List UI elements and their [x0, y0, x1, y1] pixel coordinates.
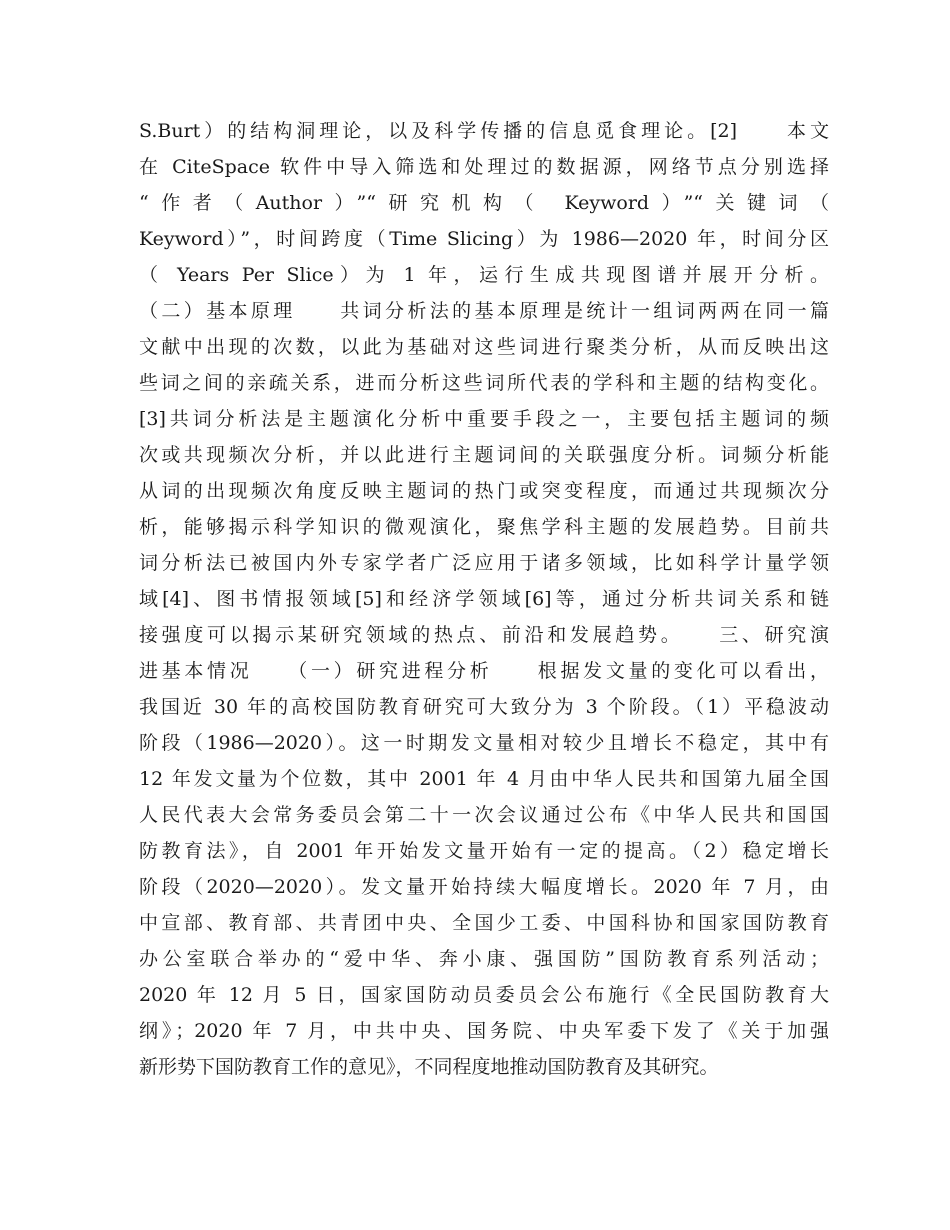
- text-line: 12 年发文量为个位数，其中 2001 年 4 月由中华人民共和国第九届全国: [139, 768, 829, 790]
- text-line: （二）基本原理 共词分析法的基本原理是统计一组词两两在同一篇: [139, 300, 829, 322]
- text-line: 在 CiteSpace 软件中导入筛选和处理过的数据源，网络节点分别选择: [139, 156, 829, 178]
- text-line: 办公室联合举办的“爱中华、奔小康、强国防”国防教育系列活动；: [139, 948, 829, 970]
- text-line: 我国近 30 年的高校国防教育研究可大致分为 3 个阶段。（1）平稳波动: [139, 696, 829, 718]
- text-line: “作者（Author）”“研究机构（ Keyword）”“关键词（: [139, 192, 829, 214]
- text-line: Keyword）”，时间跨度（Time Slicing）为 1986—2020 年，时间分区: [139, 228, 829, 250]
- text-line: 防教育法》，自 2001 年开始发文量开始有一定的提高。（2）稳定增长: [139, 840, 829, 862]
- body-text: [139, 113, 829, 1085]
- text-line: S.Burt）的结构洞理论，以及科学传播的信息觅食理论。[2] 本文: [139, 120, 829, 142]
- text-line: 进基本情况 （一）研究进程分析 根据发文量的变化可以看出，: [139, 660, 829, 682]
- text-line: [3]共词分析法是主题演化分析中重要手段之一，主要包括主题词的频: [139, 408, 829, 430]
- text-line: 人民代表大会常务委员会第二十一次会议通过公布《中华人民共和国国: [139, 804, 829, 826]
- text-line: 些词之间的亲疏关系，进而分析这些词所代表的学科和主题的结构变化。: [139, 372, 829, 394]
- text-line: 新形势下国防教育工作的意见》，不同程度地推动国防教育及其研究。: [139, 1056, 719, 1078]
- text-line: （ Years Per Slice）为 1 年，运行生成共现图谱并展开分析。: [139, 264, 829, 286]
- text-line: 词分析法已被国内外专家学者广泛应用于诸多领域，比如科学计量学领: [139, 552, 829, 574]
- text-line: 次或共现频次分析，并以此进行主题词间的关联强度分析。词频分析能: [139, 444, 829, 466]
- text-line: 接强度可以揭示某研究领域的热点、前沿和发展趋势。 三、研究演: [139, 624, 829, 646]
- text-line: 从词的出现频次角度反映主题词的热门或突变程度，而通过共现频次分: [139, 480, 829, 502]
- text-line: 2020 年 12 月 5 日，国家国防动员委员会公布施行《全民国防教育大: [139, 984, 829, 1006]
- text-line: 析，能够揭示科学知识的微观演化，聚焦学科主题的发展趋势。目前共: [139, 516, 829, 538]
- text-line: 文献中出现的次数，以此为基础对这些词进行聚类分析，从而反映出这: [139, 336, 829, 358]
- text-line: 阶段（2020—2020）。发文量开始持续大幅度增长。2020 年 7 月，由: [139, 876, 829, 898]
- text-line: 中宣部、教育部、共青团中央、全国少工委、中国科协和国家国防教育: [139, 912, 829, 934]
- text-line: 域[4]、图书情报领域[5]和经济学领域[6]等，通过分析共词关系和链: [139, 588, 829, 610]
- text-line: 纲》；2020 年 7 月，中共中央、国务院、中央军委下发了《关于加强: [139, 1020, 829, 1042]
- text-line: 阶段（1986—2020）。这一时期发文量相对较少且增长不稳定，其中有: [139, 732, 829, 754]
